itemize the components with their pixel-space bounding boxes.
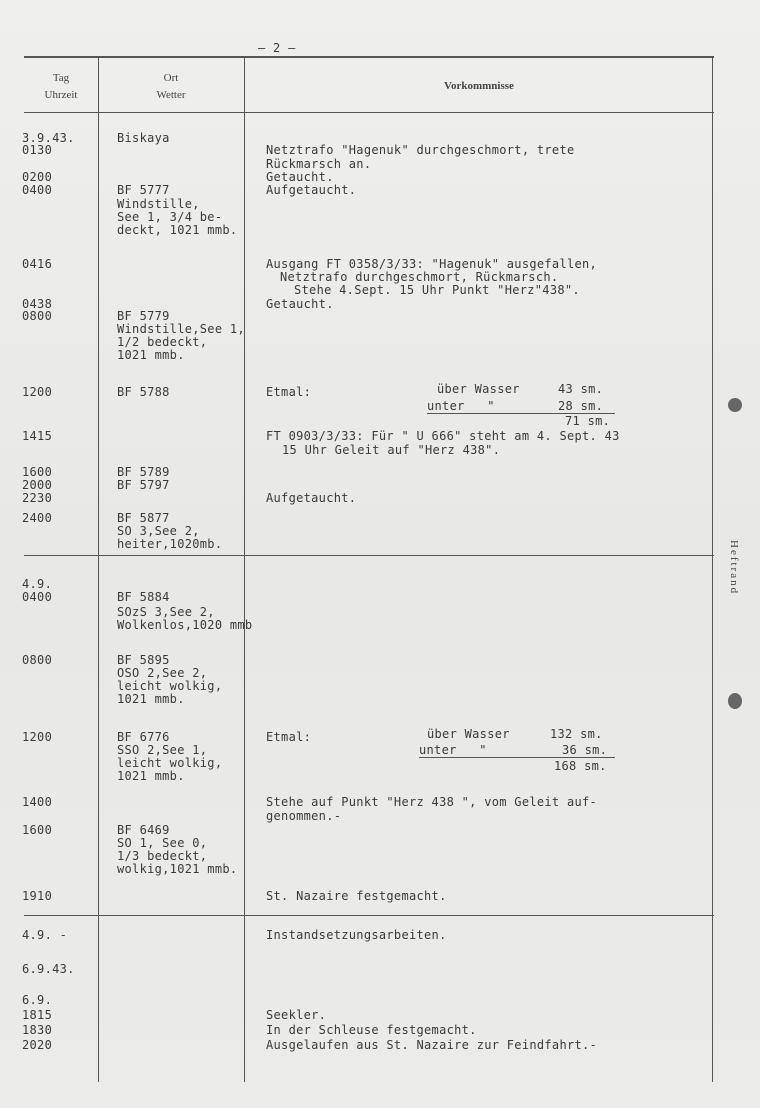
etmal1-line1-label: über Wasser: [437, 382, 520, 396]
row-event: Stehe auf Punkt "Herz 438 ", vom Geleit auf-: [266, 795, 598, 809]
row-time: 3.9.43.: [22, 131, 75, 145]
row-place: SOzS 3,See 2,: [117, 605, 215, 619]
row-event: Etmal:: [266, 730, 312, 744]
row-event: genommen.-: [266, 809, 342, 823]
row-time: 1910: [22, 889, 53, 903]
etmal2-total: 168 sm.: [554, 759, 607, 773]
binder-hole-mark: [728, 398, 742, 412]
table-top-rule: [24, 56, 714, 58]
row-time: 1200: [22, 385, 53, 399]
row-event: Instandsetzungsarbeiten.: [266, 928, 447, 942]
row-place: BF 5895: [117, 653, 170, 667]
etmal2-line2-label: unter ": [419, 743, 487, 757]
day-separator-1: [24, 555, 714, 556]
row-event: FT 0903/3/33: Für " U 666" steht am 4. Sept. 43: [266, 429, 620, 443]
row-time: 0800: [22, 309, 53, 323]
row-time: 1200: [22, 730, 53, 744]
row-place: BF 5788: [117, 385, 170, 399]
row-place: 1/3 bedeckt,: [117, 849, 208, 863]
row-place: OSO 2,See 2,: [117, 666, 208, 680]
col-divider-1: [98, 57, 99, 1082]
row-place: leicht wolkig,: [117, 756, 223, 770]
etmal2-line1-value: 132 sm.: [550, 727, 603, 741]
row-time: 6.9.43.: [22, 962, 75, 976]
etmal2-sum-rule: [419, 757, 615, 758]
row-time: 1815: [22, 1008, 53, 1022]
row-place: BF 5777: [117, 183, 170, 197]
row-event: Ausgang FT 0358/3/33: "Hagenuk" ausgefallen,: [266, 257, 598, 271]
row-time: 4.9. -: [22, 928, 68, 942]
row-place: See 1, 3/4 be-: [117, 210, 223, 224]
row-time: 1830: [22, 1023, 53, 1037]
row-time: 6.9.: [22, 993, 53, 1007]
row-place: 1021 mmb.: [117, 769, 185, 783]
binder-hole-mark: [728, 693, 742, 709]
header-place-weather: Ort Wetter: [156, 72, 186, 101]
row-place: BF 6469: [117, 823, 170, 837]
row-place: 1/2 bedeckt,: [117, 335, 208, 349]
row-event: 15 Uhr Geleit auf "Herz 438".: [282, 443, 501, 457]
etmal1-line2-label: unter ": [427, 399, 495, 413]
row-event: In der Schleuse festgemacht.: [266, 1023, 477, 1037]
row-time: 2230: [22, 491, 53, 505]
row-place: BF 5789: [117, 465, 170, 479]
row-place: 1021 mmb.: [117, 348, 185, 362]
header-rule: [24, 112, 714, 113]
row-event: Netztrafo "Hagenuk" durchgeschmort, trete: [266, 143, 575, 157]
row-time: 1600: [22, 465, 53, 479]
row-place: BF 6776: [117, 730, 170, 744]
row-place: heiter,1020mb.: [117, 537, 223, 551]
etmal1-line2-value: 28 sm.: [558, 399, 604, 413]
row-time: 2020: [22, 1038, 53, 1052]
row-time: 0800: [22, 653, 53, 667]
row-time: 0130: [22, 143, 53, 157]
row-time: 0416: [22, 257, 53, 271]
margin-label: Heftrand: [728, 540, 740, 596]
row-place: 1021 mmb.: [117, 692, 185, 706]
row-time: 1400: [22, 795, 53, 809]
row-event: Ausgelaufen aus St. Nazaire zur Feindfahrt.-: [266, 1038, 598, 1052]
row-time: 1600: [22, 823, 53, 837]
row-place: BF 5884: [117, 590, 170, 604]
row-place: BF 5797: [117, 478, 170, 492]
row-place: Windstille,: [117, 197, 200, 211]
row-place: wolkig,1021 mmb.: [117, 862, 238, 876]
row-event: Getaucht.: [266, 297, 334, 311]
row-time: 0438: [22, 297, 53, 311]
row-place: leicht wolkig,: [117, 679, 223, 693]
row-time: 0200: [22, 170, 53, 184]
day-separator-2: [24, 915, 714, 916]
row-time: 2400: [22, 511, 53, 525]
row-event: Getaucht.: [266, 170, 334, 184]
etmal2-line2-value: 36 sm.: [562, 743, 608, 757]
page-number: — 2 —: [258, 41, 296, 55]
row-place: BF 5779: [117, 309, 170, 323]
row-place: deckt, 1021 mmb.: [117, 223, 238, 237]
row-event: Netztrafo durchgeschmort, Rückmarsch.: [280, 270, 559, 284]
row-event: Rückmarsch an.: [266, 157, 372, 171]
etmal1-line1-value: 43 sm.: [558, 382, 604, 396]
col-divider-2: [244, 57, 245, 1082]
col-divider-3: [712, 57, 713, 1082]
row-event: Aufgetaucht.: [266, 491, 357, 505]
row-place: SSO 2,See 1,: [117, 743, 208, 757]
row-event: Stehe 4.Sept. 15 Uhr Punkt "Herz"438".: [294, 283, 580, 297]
row-place: SO 1, See 0,: [117, 836, 208, 850]
row-time: 0400: [22, 590, 53, 604]
row-event: St. Nazaire festgemacht.: [266, 889, 447, 903]
row-time: 0400: [22, 183, 53, 197]
row-time: 2000: [22, 478, 53, 492]
row-place: SO 3,See 2,: [117, 524, 200, 538]
row-time: 1415: [22, 429, 53, 443]
row-event: Etmal:: [266, 385, 312, 399]
etmal1-total: 71 sm.: [565, 414, 611, 428]
row-place: BF 5877: [117, 511, 170, 525]
row-place: Windstille,See 1,: [117, 322, 245, 336]
etmal2-line1-label: über Wasser: [427, 727, 510, 741]
row-place: Biskaya: [117, 131, 170, 145]
header-events: Vorkommnisse: [444, 80, 514, 92]
row-event: Seekler.: [266, 1008, 327, 1022]
row-time: 4.9.: [22, 577, 53, 591]
row-event: Aufgetaucht.: [266, 183, 357, 197]
row-place: Wolkenlos,1020 mmb: [117, 618, 253, 632]
header-date-time: Tag Uhrzeit: [44, 72, 78, 101]
